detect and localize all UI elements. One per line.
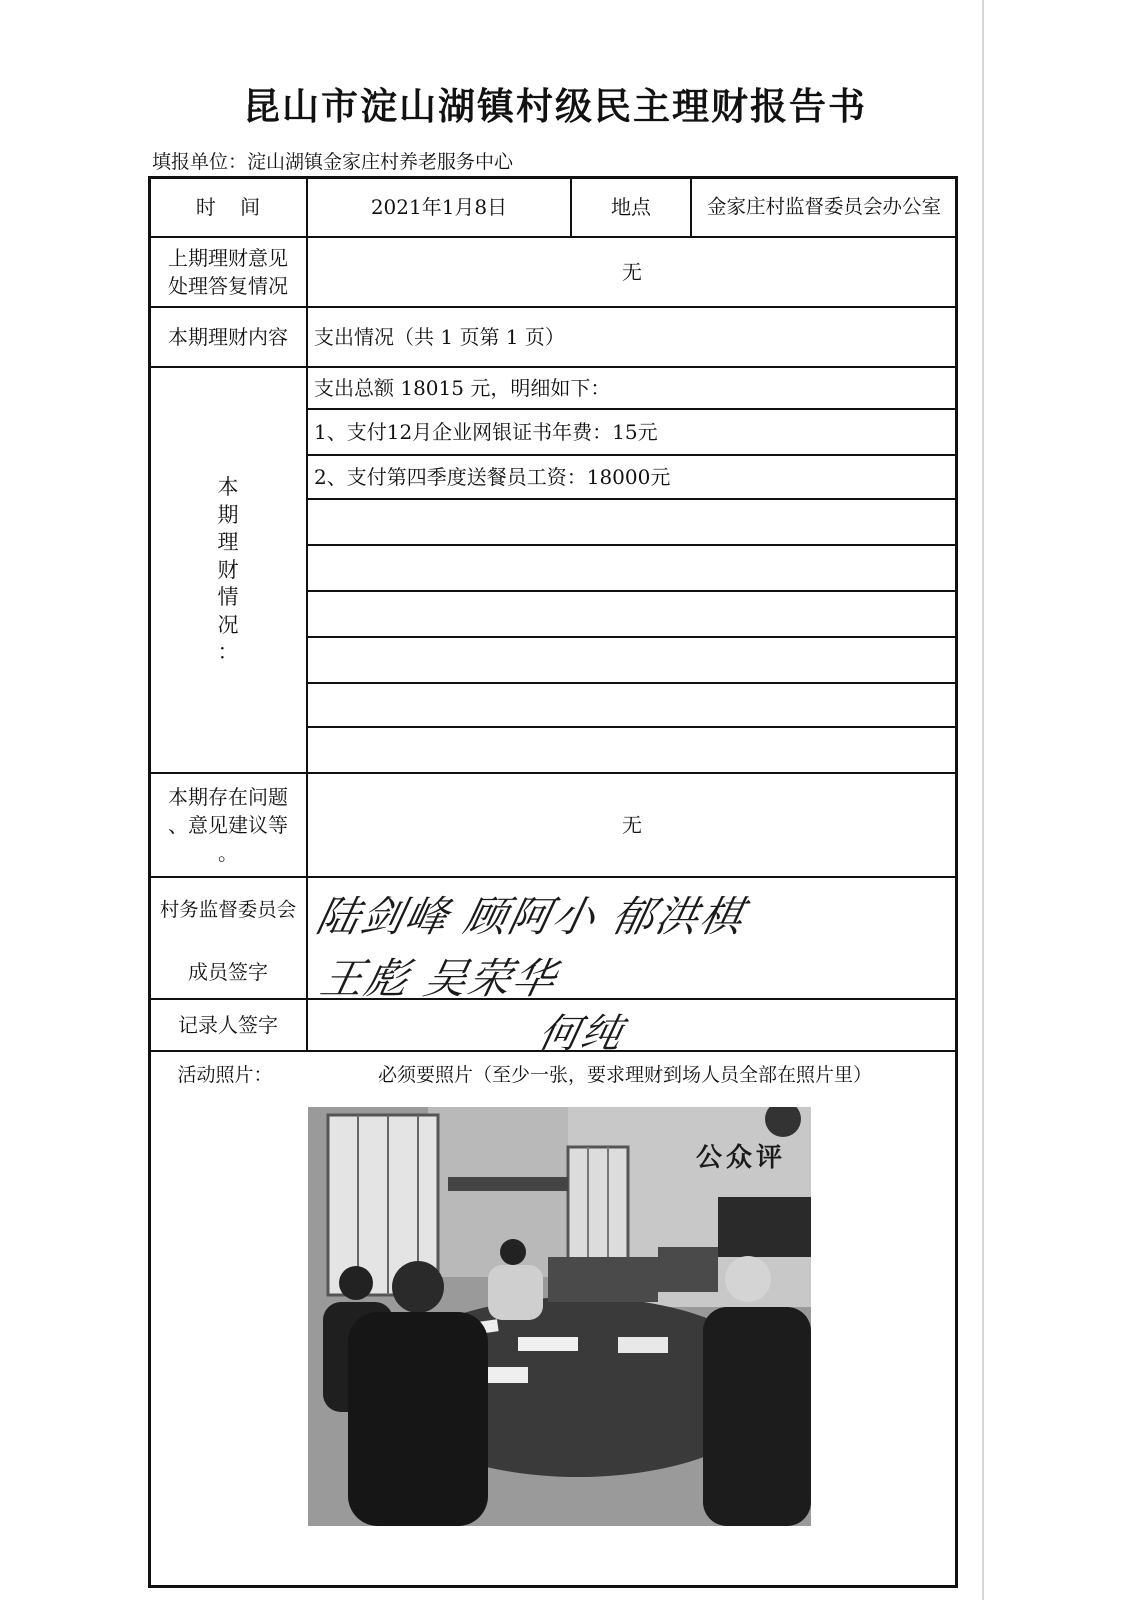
situation-label-char: 况 (217, 612, 239, 637)
committee-label: 村务监督委员会 (159, 898, 297, 921)
recorder-label: 记录人签字 (178, 1013, 278, 1037)
issues-label (150, 774, 306, 876)
situation-row-3: 2、支付第四季度送餐员工资：18000元 (314, 465, 671, 489)
rule (306, 682, 958, 684)
situation-label-char: 期 (217, 502, 239, 527)
place-value: 金家庄村监督委员会办公室 (706, 195, 941, 218)
filler-unit: 填报单位：淀山湖镇金家庄村养老服务中心 (152, 151, 514, 173)
rule (306, 544, 958, 546)
situation-label (150, 474, 306, 667)
issues-label-line-2: 、意见建议等 (168, 813, 288, 837)
situation-label-char: 本 (217, 475, 239, 499)
rule (306, 590, 958, 592)
prev-label-line-2: 处理答复情况 (168, 274, 288, 298)
issues-value: 无 (622, 813, 642, 837)
activity-photo (308, 1107, 811, 1526)
situation-label-char: ： (217, 640, 239, 664)
rule (306, 498, 958, 500)
situation-label-char: 情 (217, 585, 239, 609)
issues-label-line-1: 本期存在问题 (168, 785, 288, 809)
page-title: 昆山市淀山湖镇村级民主理财报告书 (243, 85, 867, 128)
situation-label-char: 财 (217, 557, 239, 582)
committee-signatures-line-2: 王彪 吴荣华 (316, 954, 563, 1003)
committee-sign-label: 成员签字 (188, 960, 268, 984)
photo-wall-text: 公众评 (696, 1143, 787, 1173)
rule (148, 876, 958, 878)
rule (306, 726, 958, 728)
situation-row-1: 支出总额 18015 元，明细如下： (314, 376, 611, 400)
photo-label: 活动照片： (177, 1064, 273, 1086)
committee-signatures-line-1: 陆剑峰 顾阿小 郁洪棋 (312, 892, 750, 941)
scan-edge-line (982, 0, 984, 1600)
time-label: 时 间 (195, 195, 261, 219)
time-value: 2021年1月8日 (370, 195, 508, 219)
content-value: 支出情况（共 1 页第 1 页） (314, 325, 565, 349)
place-label: 地点 (611, 195, 651, 219)
photo-note: 必须要照片（至少一张，要求理财到场人员全部在照片里） (377, 1064, 872, 1086)
prev-value: 无 (622, 260, 642, 284)
issues-label-line-3: 。 (218, 841, 238, 865)
recorder-signature: 何纯 (534, 1011, 629, 1057)
rule (306, 636, 958, 638)
prev-label-line-1: 上期理财意见 (168, 246, 288, 270)
content-label: 本期理财内容 (168, 325, 288, 349)
prev-label (150, 238, 306, 306)
situation-row-2: 1、支付12月企业网银证书年费：15元 (314, 420, 658, 444)
situation-label-char: 理 (217, 530, 239, 554)
